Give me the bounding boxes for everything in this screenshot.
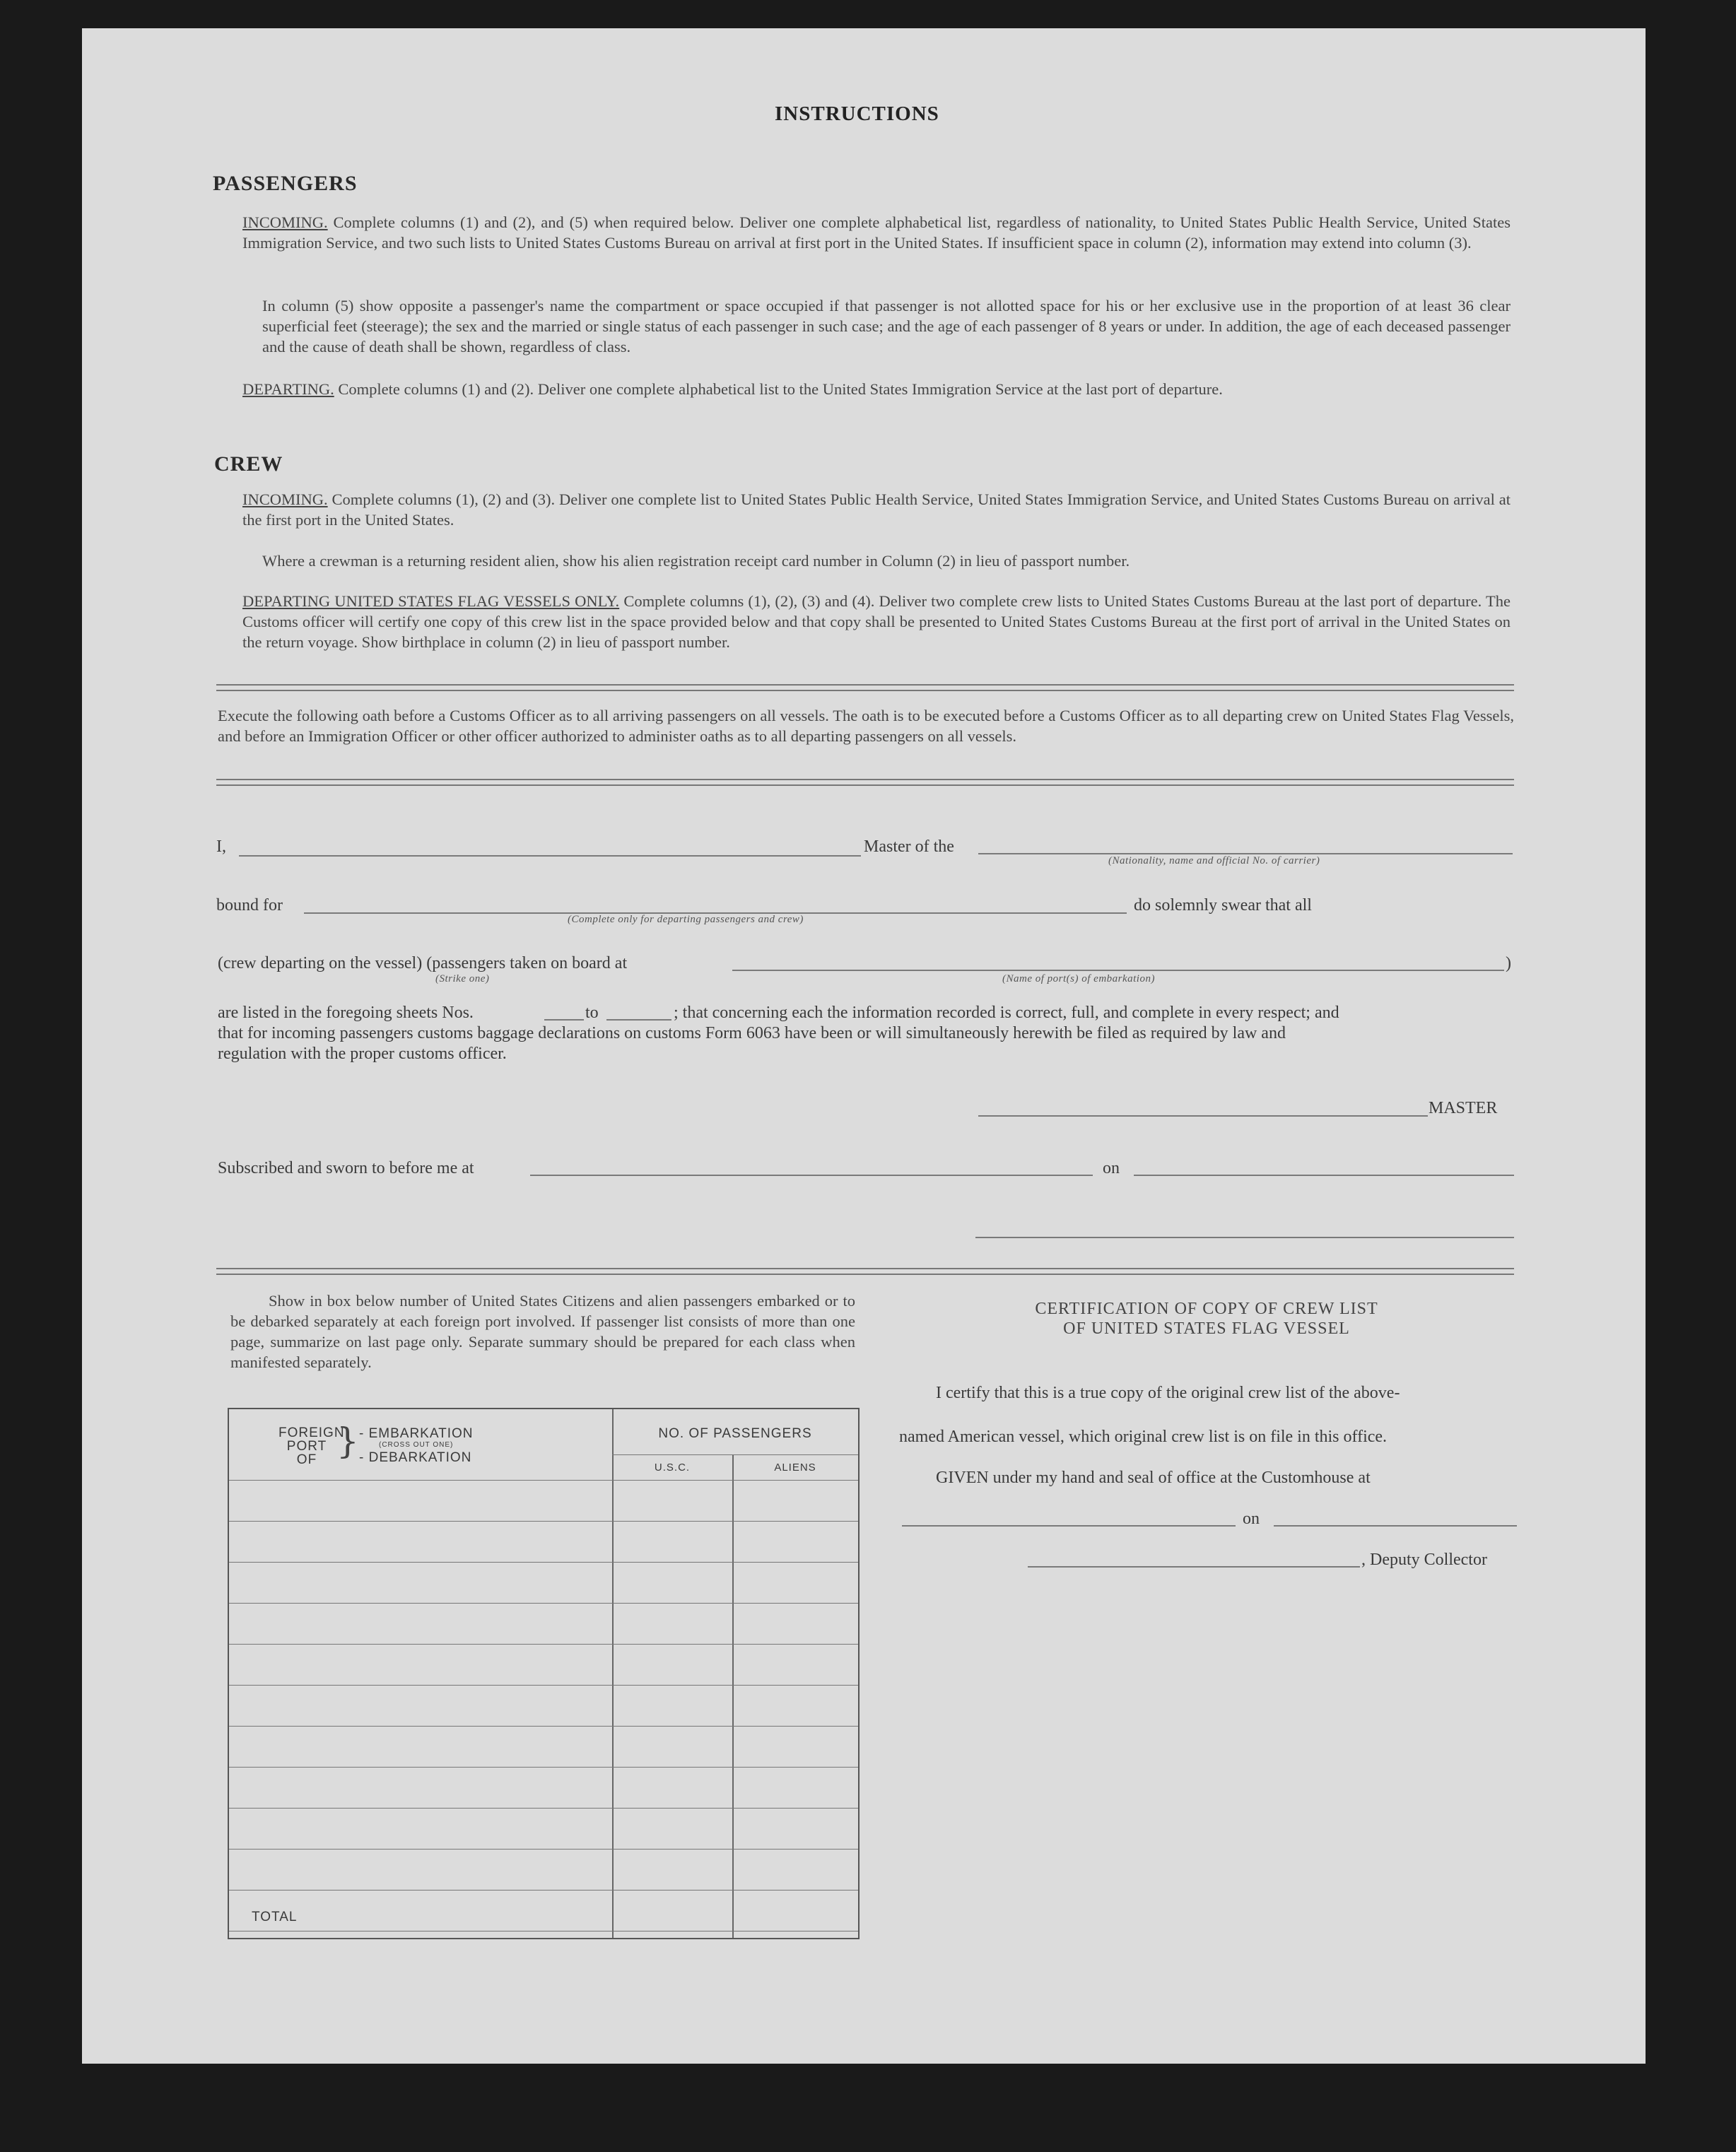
certify-line-3: GIVEN under my hand and seal of office at the Customhouse at [936,1469,1371,1487]
table-column-divider [612,1409,614,1938]
deputy-collector-label: , Deputy Collector [1361,1551,1487,1569]
master-name-field[interactable] [239,855,861,857]
port-of-embarkation-field[interactable] [732,970,1504,971]
master-of-the-label: Master of the [864,837,954,856]
sworn-on-date-field[interactable] [1134,1175,1514,1176]
oath-i-label: I, [216,837,226,856]
passengers-departing-text: Complete columns (1) and (2). Deliver one complete alphabetical list to the United States Immigration Service at the last port of departure. [338,380,1223,398]
listed-text-1: are listed in the foregoing sheets Nos. [218,1004,474,1022]
table-row[interactable] [229,1726,858,1727]
crew-departing-label: DEPARTING UNITED STATES FLAG VESSELS ONLY. [242,592,620,610]
certification-heading-line-1: CERTIFICATION OF COPY OF CREW LIST [1035,1300,1378,1318]
close-paren: ) [1506,954,1511,972]
table-row[interactable] [229,1603,858,1604]
page-title: INSTRUCTIONS [775,102,939,125]
table-row[interactable] [229,1849,858,1850]
summary-instructions: Show in box below number of United States Citizens and alien passengers embarked or to be debarked separately at each foreign port involved. If passenger list consists of more than one page, summarize on last page only. Separate summary should be prepared for each class when manifested separately. [230,1292,855,1371]
cert-date-field[interactable] [1274,1525,1517,1527]
oath-instructions: Execute the following oath before a Customs Officer as to all arriving passengers on all vessels. The oath is to be executed before a Customs Officer as to all departing crew on United States Flag Vessels, and before an Immigration Officer or other officer authorized to administer oaths as to all departing passengers on all vessels. [218,707,1514,745]
table-header-bottom [229,1480,858,1481]
passengers-heading: PASSENGERS [213,172,358,195]
deputy-collector-signature-field[interactable] [1028,1566,1360,1568]
crew-departing-text: Complete columns (1), (2), (3) and (4). Deliver two complete crew lists to United States Customs Bureau at the last port of departure. The Customs officer will certify one copy of this crew list in the space provided below and that copy shall be presented to United States Customs Bureau at the first port of arrival in the United States on the return voyage. Show birthplace in column (2) in lieu of passport number. [242,592,1511,651]
table-row[interactable] [229,1808,858,1809]
passengers-departing-paragraph [242,379,1511,399]
table-header-divider [612,1454,858,1455]
debarkation-label: - DEBARKATION [359,1450,472,1465]
on-label: on [1103,1159,1120,1177]
carrier-field[interactable] [978,853,1513,854]
ports-caption: (Name of port(s) of embarkation) [1002,973,1155,984]
nationality-caption: (Nationality, name and official No. of carrier) [1108,855,1320,866]
foreign-port-of-label: FOREIGN PORT OF [278,1425,345,1467]
passengers-column5-paragraph: In column (5) show opposite a passenger's name the compartment or space occupied if that passenger is not allotted space for his or her exclusive use in the proportion of at least 36 clear superficial feet (steerage); the sex and the married or single status of each passenger in such case; and the age of each passenger of 8 years or under. In addition, the age of each deceased passenger and the cause of death shall be shown, regardless of class. [262,297,1511,355]
strike-one-caption: (Strike one) [435,973,490,984]
crew-departing-text: (crew departing on the vessel) (passengers taken on board at [218,954,628,972]
cross-out-one-label: (CROSS OUT ONE) [379,1441,454,1449]
double-rule [216,779,1514,786]
subscribed-label: Subscribed and sworn to before me at [218,1159,474,1177]
bound-for-label: bound for [216,896,283,915]
sworn-at-field[interactable] [530,1175,1093,1176]
aliens-header: ALIENS [774,1462,816,1474]
complete-only-caption: (Complete only for departing passengers and crew) [568,914,804,925]
certification-heading-line-2: OF UNITED STATES FLAG VESSEL [1063,1319,1350,1338]
brace-icon: } [336,1421,359,1462]
cert-on-label: on [1243,1510,1260,1528]
sheets-from-field[interactable] [544,1019,584,1021]
crew-departing-paragraph [242,591,1511,652]
listed-text-3: that for incoming passengers customs baggage declarations on customs Form 6063 have been or will simultaneously herewith be filed as required by law and [218,1024,1286,1042]
listed-text-4: regulation with the proper customs officer. [218,1045,507,1063]
customhouse-field[interactable] [902,1525,1236,1527]
crew-incoming-paragraph [242,489,1511,530]
passengers-departing-label: DEPARTING. [242,380,334,398]
officer-signature-field[interactable] [975,1237,1514,1238]
passenger-summary-table [228,1408,860,1939]
total-label: TOTAL [252,1910,298,1924]
embarkation-label: - EMBARKATION [359,1426,474,1441]
sheets-to-field[interactable] [606,1019,671,1021]
crew-heading: CREW [214,452,283,476]
table-row[interactable] [229,1685,858,1686]
listed-text-2: ; that concerning each the information recorded is correct, full, and complete in every respect; and [674,1004,1339,1022]
master-label: MASTER [1429,1099,1498,1117]
table-row[interactable] [229,1521,858,1522]
crew-resident-paragraph: Where a crewman is a returning resident alien, show his alien registration receipt card number in Column (2) in lieu of passport number. [262,552,1130,570]
to-label: to [585,1004,599,1022]
solemnly-swear-text: do solemnly swear that all [1134,896,1312,915]
no-of-passengers-header: NO. OF PASSENGERS [658,1426,812,1441]
master-signature-field[interactable] [978,1115,1428,1117]
crew-incoming-text: Complete columns (1), (2) and (3). Deliver one complete list to United States Public Health Service, United States Immigration Service, and United States Customs Bureau on arrival at the first port in the United States. [242,490,1511,529]
table-row[interactable] [229,1644,858,1645]
passengers-incoming-label: INCOMING. [242,213,328,231]
table-row[interactable] [229,1890,858,1891]
passengers-incoming-text: Complete columns (1) and (2), and (5) when required below. Deliver one complete alphabetical list, regardless of nationality, to United States Public Health Service, United States Immigration Service, and two such lists to United States Customs Bureau on arrival at first port in the United States. If insufficient space in column (2), information may extend into column (3). [242,213,1511,252]
table-row[interactable] [229,1562,858,1563]
passengers-incoming-paragraph [242,212,1511,253]
certification-heading [899,1299,1514,1339]
double-rule [216,1268,1514,1275]
double-rule [216,684,1514,691]
certify-line-2: named American vessel, which original crew list is on file in this office. [899,1428,1388,1446]
certify-line-1: I certify that this is a true copy of the original crew list of the above- [936,1384,1400,1402]
table-column-divider [732,1454,734,1938]
usc-header: U.S.C. [654,1462,691,1474]
crew-incoming-label: INCOMING. [242,490,328,508]
table-row[interactable] [229,1767,858,1768]
